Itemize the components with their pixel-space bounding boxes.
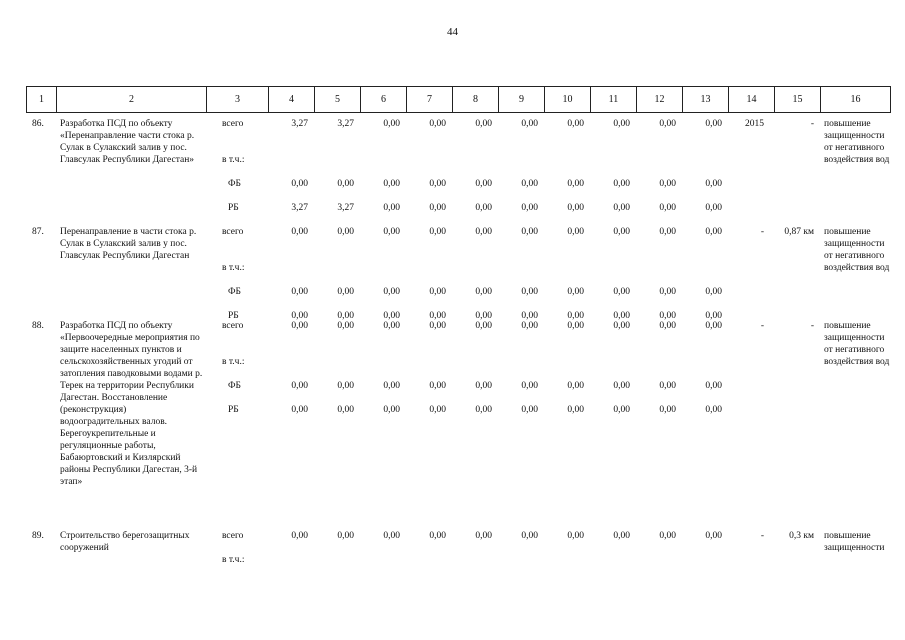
year-cell: 2015: [745, 119, 764, 129]
value-cell: 0,00: [337, 405, 354, 415]
column-header: 7: [407, 87, 453, 113]
value-cell: 0,00: [521, 311, 538, 321]
value-cell: 0,00: [613, 311, 630, 321]
value-cell: 0,00: [705, 321, 722, 331]
funding-label: РБ: [228, 311, 239, 321]
value-cell: 0,00: [475, 203, 492, 213]
value-cell: 0,00: [521, 203, 538, 213]
column-header: 13: [683, 87, 729, 113]
value-cell: 0,00: [429, 405, 446, 415]
value-cell: 0,00: [383, 287, 400, 297]
value-cell: 0,00: [337, 287, 354, 297]
value-cell: 0,00: [475, 405, 492, 415]
row-description: Разработка ПСД по объекту «Первоочередные мероприятия по защите населенных пунктов и сельскохозяйственных угодий от затопления паводковыми водами р. Терек на территории Республики Дагестан. Восстановление (реконструкция) водооградительных валов. Берегоукрепительные и регуляционные работы, Бабаюртовский и Кизлярский районы Республики Дагестан, 3-й этап»: [60, 321, 203, 487]
value-cell: 0,00: [659, 531, 676, 541]
year-cell: -: [760, 321, 764, 331]
value-cell: 0,00: [659, 227, 676, 237]
value-cell: 0,00: [613, 179, 630, 189]
value-cell: 0,00: [567, 321, 584, 331]
value-cell: 0,00: [475, 531, 492, 541]
value-cell: 0,00: [429, 179, 446, 189]
value-cell: 3,27: [337, 203, 354, 213]
value-cell: 0,00: [567, 381, 584, 391]
column-header: 2: [57, 87, 207, 113]
year-cell: -: [760, 227, 764, 237]
value-cell: 0,00: [705, 227, 722, 237]
funding-label: всего: [222, 321, 244, 331]
value-cell: 0,00: [429, 227, 446, 237]
value-cell: 0,00: [337, 179, 354, 189]
value-cell: 0,00: [291, 531, 308, 541]
row-number: 88.: [32, 321, 44, 331]
column-header: 14: [729, 87, 775, 113]
header-row: [27, 87, 891, 113]
value-cell: 0,00: [383, 179, 400, 189]
funding-label: в т.ч.:: [222, 155, 245, 165]
column-header: 10: [545, 87, 591, 113]
table-row: [26, 530, 890, 630]
value-cell: 0,00: [383, 227, 400, 237]
value-cell: 0,00: [383, 321, 400, 331]
value-cell: 0,00: [429, 531, 446, 541]
value-cell: 0,00: [659, 405, 676, 415]
value-cell: 0,00: [383, 405, 400, 415]
row-number: 87.: [32, 227, 44, 237]
value-cell: 0,00: [475, 311, 492, 321]
value-cell: 0,00: [659, 311, 676, 321]
row-number: 86.: [32, 119, 44, 129]
capacity-cell: 0,3 км: [789, 531, 814, 541]
value-cell: 0,00: [475, 227, 492, 237]
funding-label: всего: [222, 227, 244, 237]
column-header: 8: [453, 87, 499, 113]
value-cell: 0,00: [521, 287, 538, 297]
value-cell: 0,00: [475, 119, 492, 129]
value-cell: 0,00: [567, 405, 584, 415]
value-cell: 0,00: [383, 311, 400, 321]
value-cell: 0,00: [337, 321, 354, 331]
value-cell: 0,00: [429, 311, 446, 321]
funding-label: ФБ: [228, 179, 241, 189]
column-header: 12: [637, 87, 683, 113]
funding-label: в т.ч.:: [222, 357, 245, 367]
value-cell: 0,00: [613, 119, 630, 129]
table-header: [26, 86, 891, 113]
year-cell: -: [760, 531, 764, 541]
value-cell: 0,00: [659, 119, 676, 129]
value-cell: 0,00: [429, 381, 446, 391]
value-cell: 0,00: [659, 203, 676, 213]
value-cell: 0,00: [659, 287, 676, 297]
value-cell: 0,00: [613, 381, 630, 391]
value-cell: 0,00: [613, 287, 630, 297]
capacity-cell: -: [810, 119, 814, 129]
value-cell: 0,00: [383, 119, 400, 129]
value-cell: 0,00: [521, 531, 538, 541]
value-cell: 0,00: [521, 381, 538, 391]
funding-label: всего: [222, 531, 244, 541]
value-cell: 0,00: [705, 203, 722, 213]
result-cell: повышение защищенности от негативного воздействия вод: [824, 119, 890, 165]
value-cell: 0,00: [659, 381, 676, 391]
column-header: 11: [591, 87, 637, 113]
value-cell: 0,00: [567, 227, 584, 237]
column-header: 4: [269, 87, 315, 113]
value-cell: 0,00: [659, 321, 676, 331]
value-cell: 0,00: [291, 227, 308, 237]
value-cell: 0,00: [291, 287, 308, 297]
value-cell: 0,00: [337, 531, 354, 541]
value-cell: 0,00: [521, 179, 538, 189]
value-cell: 0,00: [291, 381, 308, 391]
page-number: 44: [447, 26, 458, 38]
row-number: 89.: [32, 531, 44, 541]
value-cell: 0,00: [705, 531, 722, 541]
row-description: Строительство берегозащитных сооружений: [60, 531, 190, 553]
value-cell: 0,00: [475, 287, 492, 297]
result-cell: повышение защищенности от негативного воздействия вод: [824, 227, 890, 273]
value-cell: 0,00: [705, 119, 722, 129]
value-cell: 0,00: [567, 203, 584, 213]
value-cell: 0,00: [521, 227, 538, 237]
funding-label: всего: [222, 119, 244, 129]
value-cell: 0,00: [567, 179, 584, 189]
column-header: 1: [27, 87, 57, 113]
value-cell: 3,27: [291, 119, 308, 129]
value-cell: 0,00: [613, 227, 630, 237]
value-cell: 0,00: [337, 381, 354, 391]
value-cell: 0,00: [383, 203, 400, 213]
value-cell: 0,00: [705, 381, 722, 391]
result-cell: повышение защищенности: [824, 531, 885, 553]
value-cell: 0,00: [337, 311, 354, 321]
value-cell: 0,00: [475, 321, 492, 331]
value-cell: 0,00: [291, 405, 308, 415]
column-header: 16: [821, 87, 891, 113]
value-cell: 0,00: [291, 179, 308, 189]
value-cell: 0,00: [337, 227, 354, 237]
value-cell: 0,00: [383, 531, 400, 541]
value-cell: 0,00: [705, 179, 722, 189]
funding-label: ФБ: [228, 287, 241, 297]
column-header: 6: [361, 87, 407, 113]
value-cell: 0,00: [705, 405, 722, 415]
table-row: [26, 226, 890, 326]
value-cell: 0,00: [567, 311, 584, 321]
value-cell: 3,27: [291, 203, 308, 213]
column-header: 9: [499, 87, 545, 113]
value-cell: 0,00: [567, 119, 584, 129]
value-cell: 0,00: [429, 203, 446, 213]
value-cell: 3,27: [337, 119, 354, 129]
value-cell: 0,00: [383, 381, 400, 391]
row-description: Разработка ПСД по объекту «Перенаправление части стока р. Сулак в Сулакский залив у пос. Главсулак Республики Дагестан»: [60, 119, 195, 165]
value-cell: 0,00: [613, 321, 630, 331]
value-cell: 0,00: [613, 203, 630, 213]
row-description: Перенаправление в части стока р. Сулак в Сулакский залив у пос. Главсулак Республики Дагестан: [60, 227, 197, 261]
value-cell: 0,00: [521, 119, 538, 129]
value-cell: 0,00: [475, 179, 492, 189]
funding-label: ФБ: [228, 381, 241, 391]
table-row: [26, 320, 890, 487]
value-cell: 0,00: [567, 531, 584, 541]
value-cell: 0,00: [429, 119, 446, 129]
capacity-cell: 0,87 км: [784, 227, 814, 237]
value-cell: 0,00: [475, 381, 492, 391]
value-cell: 0,00: [429, 287, 446, 297]
value-cell: 0,00: [567, 287, 584, 297]
funding-label: в т.ч.:: [222, 263, 245, 273]
result-cell: повышение защищенности от негативного воздействия вод: [824, 321, 890, 367]
value-cell: 0,00: [521, 321, 538, 331]
value-cell: 0,00: [705, 311, 722, 321]
value-cell: 0,00: [659, 179, 676, 189]
funding-label: в т.ч.:: [222, 555, 245, 565]
funding-label: РБ: [228, 405, 239, 415]
column-header: 3: [207, 87, 269, 113]
capacity-cell: -: [810, 321, 814, 331]
column-header: 15: [775, 87, 821, 113]
table-row: [26, 118, 890, 218]
value-cell: 0,00: [521, 405, 538, 415]
column-header: 5: [315, 87, 361, 113]
value-cell: 0,00: [429, 321, 446, 331]
value-cell: 0,00: [613, 405, 630, 415]
value-cell: 0,00: [705, 287, 722, 297]
value-cell: 0,00: [291, 321, 308, 331]
value-cell: 0,00: [613, 531, 630, 541]
funding-label: РБ: [228, 203, 239, 213]
value-cell: 0,00: [291, 311, 308, 321]
